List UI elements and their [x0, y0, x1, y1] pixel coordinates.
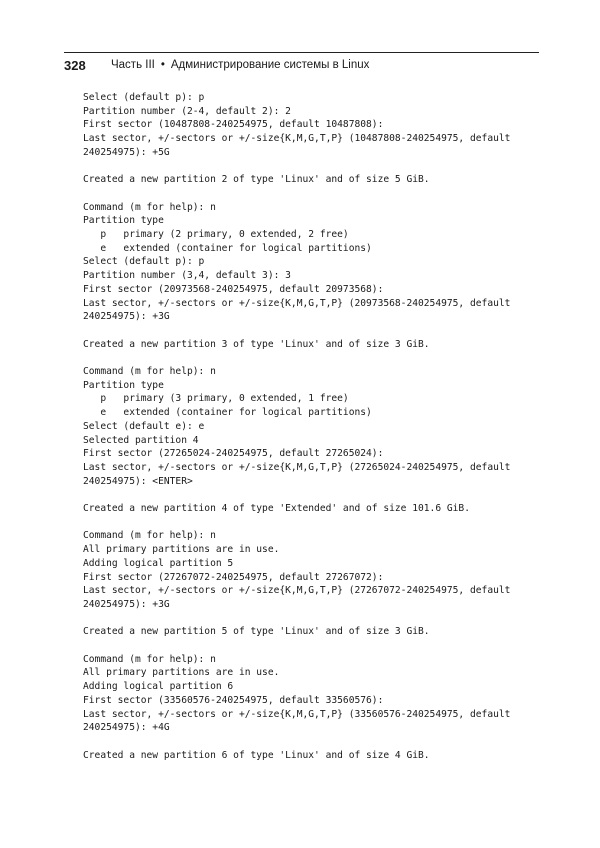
listing-line: Created a new partition 4 of type 'Extended' and of size 101.6 GiB.	[83, 503, 470, 515]
listing-line: Created a new partition 5 of type 'Linux' and of size 3 GiB.	[83, 626, 430, 638]
part-label: Часть III	[111, 59, 155, 71]
listing-line: Last sector, +/-sectors or +/-size{K,M,G,T,P} (10487808-240254975, default	[83, 133, 511, 145]
listing-line	[83, 612, 543, 626]
listing-line: Command (m for help): n	[83, 366, 216, 377]
header-bullet: •	[160, 59, 165, 71]
listing-line: e extended (container for logical partitions)	[83, 407, 372, 419]
listing-line	[83, 639, 543, 653]
listing-line: Created a new partition 2 of type 'Linux' and of size 5 GiB.	[83, 174, 430, 186]
listing-line: e extended (container for logical partitions)	[83, 242, 372, 254]
listing-line	[83, 160, 543, 174]
listing-line: First sector (33560576-240254975, default 33560576):	[83, 694, 384, 706]
listing-line: Created a new partition 6 of type 'Linux' and of size 4 GiB.	[83, 749, 430, 761]
listing-line	[83, 351, 543, 365]
listing-line: Command (m for help): n	[83, 201, 216, 213]
listing-line: Selected partition 4	[83, 434, 199, 446]
listing-line: Select (default e): e	[83, 420, 205, 432]
listing-line: Partition type	[83, 215, 164, 227]
listing-line	[83, 187, 543, 201]
listing-line	[83, 488, 543, 502]
chapter-title: Администрирование системы в Linux	[170, 59, 370, 71]
terminal-listing	[83, 91, 543, 762]
listing-line: Command (m for help): n	[83, 653, 216, 665]
page-header	[64, 52, 539, 79]
listing-line: First sector (27267072-240254975, default 27267072):	[83, 571, 384, 583]
listing-line	[83, 735, 543, 749]
listing-line: 240254975): +4G	[83, 722, 170, 734]
listing-line: Select (default p): p	[83, 256, 205, 268]
listing-line: Command (m for help): n	[83, 530, 216, 542]
listing-line: p primary (2 primary, 0 extended, 2 free)	[83, 229, 349, 240]
listing-line	[83, 516, 543, 530]
listing-line: Created a new partition 3 of type 'Linux' and of size 3 GiB.	[83, 338, 430, 350]
listing-line: First sector (20973568-240254975, default 20973568):	[83, 283, 384, 295]
listing-line: Adding logical partition 5	[83, 557, 234, 569]
listing-line: 240254975): <ENTER>	[83, 475, 193, 487]
listing-line: Last sector, +/-sectors or +/-size{K,M,G,T,P} (20973568-240254975, default	[83, 297, 511, 309]
listing-line: First sector (10487808-240254975, default 10487808):	[83, 119, 384, 131]
listing-line	[83, 324, 543, 338]
running-head	[111, 59, 369, 71]
listing-line: Partition number (2-4, default 2): 2	[83, 105, 291, 117]
listing-line: Adding logical partition 6	[83, 681, 234, 693]
page-number: 328	[64, 58, 86, 73]
listing-line: Select (default p): p	[83, 92, 205, 103]
listing-line: Partition number (3,4, default 3): 3	[83, 270, 291, 282]
listing-line: 240254975): +5G	[83, 146, 170, 158]
listing-line: 240254975): +3G	[83, 598, 170, 610]
listing-line: Last sector, +/-sectors or +/-size{K,M,G,T,P} (27265024-240254975, default	[83, 461, 511, 473]
listing-line: All primary partitions are in use.	[83, 667, 280, 679]
listing-line: p primary (3 primary, 0 extended, 1 free)	[83, 393, 349, 405]
listing-line: Last sector, +/-sectors or +/-size{K,M,G,T,P} (27267072-240254975, default	[83, 585, 511, 597]
listing-line: First sector (27265024-240254975, default 27265024):	[83, 448, 384, 460]
listing-line: Last sector, +/-sectors or +/-size{K,M,G,T,P} (33560576-240254975, default	[83, 708, 511, 720]
listing-line: All primary partitions are in use.	[83, 544, 280, 556]
listing-line: 240254975): +3G	[83, 311, 170, 323]
listing-line: Partition type	[83, 379, 164, 391]
